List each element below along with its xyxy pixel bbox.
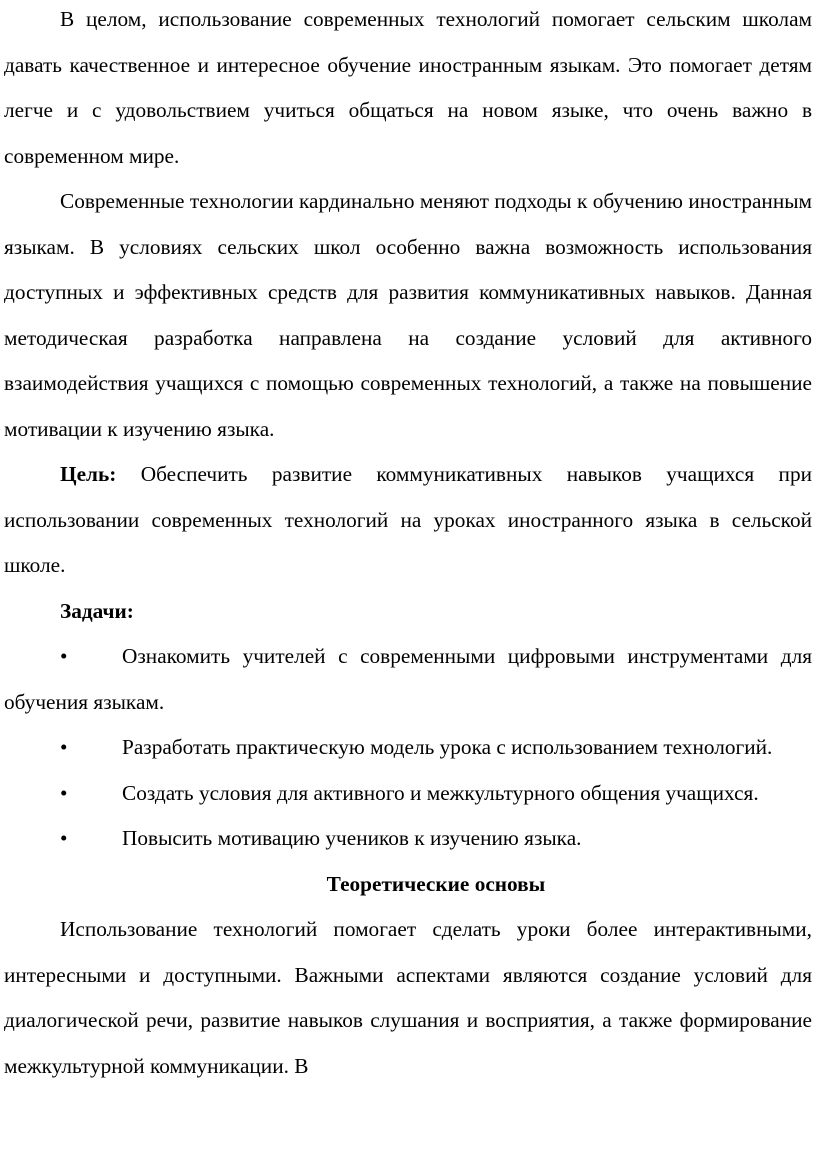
task-item bbox=[4, 634, 812, 725]
section-heading-theory: Теоретические основы bbox=[326, 871, 546, 896]
task-item-text: Ознакомить учителей с современными цифровыми инструментами для обучения языкам. bbox=[4, 644, 812, 714]
task-item bbox=[4, 725, 812, 771]
goal-label: Цель: bbox=[60, 462, 117, 486]
task-item-text: Разработать практическую модель урока с использованием технологий. bbox=[122, 735, 773, 759]
paragraph-theory: Использование технологий помогает сделать уроки более интерактивными, интересными и доступными. Важными аспектами являются создание условий для диалогической речи, развитие навыков слушания и восприятия, а также формирование межкультурной коммуникации. В bbox=[4, 917, 812, 1078]
bullet-icon: • bbox=[60, 735, 68, 759]
task-item-text: Создать условия для активного и межкультурного общения учащихся. bbox=[122, 780, 759, 805]
paragraph-modern-technologies: Современные технологии кардинально меняют подходы к обучению иностранным языкам. В условиях сельских школ особенно важна возможность использования доступных и эффективных средств для развития коммуникативных навыков. Данная методическая разработка направлена на создание условий для активного взаимодействия учащихся с помощью современных технологий, а также на повышение мотивации к изучению языка. bbox=[4, 189, 812, 441]
paragraph-intro-conclusion: В целом, использование современных технологий помогает сельским школам давать качественное и интересное обучение иностранным языкам. Это помогает детям легче и с удовольствием учиться общаться на новом языке, что очень важно в современном мире. bbox=[4, 7, 812, 168]
task-item bbox=[4, 771, 812, 817]
tasks-heading: Задачи: bbox=[60, 598, 134, 623]
goal-text: Обеспечить развитие коммуникативных навыков учащихся при использовании современных технологий на уроках иностранного языка в сельской школе. bbox=[4, 462, 812, 577]
goal-paragraph bbox=[4, 452, 812, 589]
bullet-icon: • bbox=[60, 780, 68, 805]
task-item bbox=[4, 816, 812, 862]
task-item-text: Повысить мотивацию учеников к изучению языка. bbox=[122, 826, 582, 850]
bullet-icon: • bbox=[60, 644, 68, 668]
bullet-icon: • bbox=[60, 826, 68, 850]
